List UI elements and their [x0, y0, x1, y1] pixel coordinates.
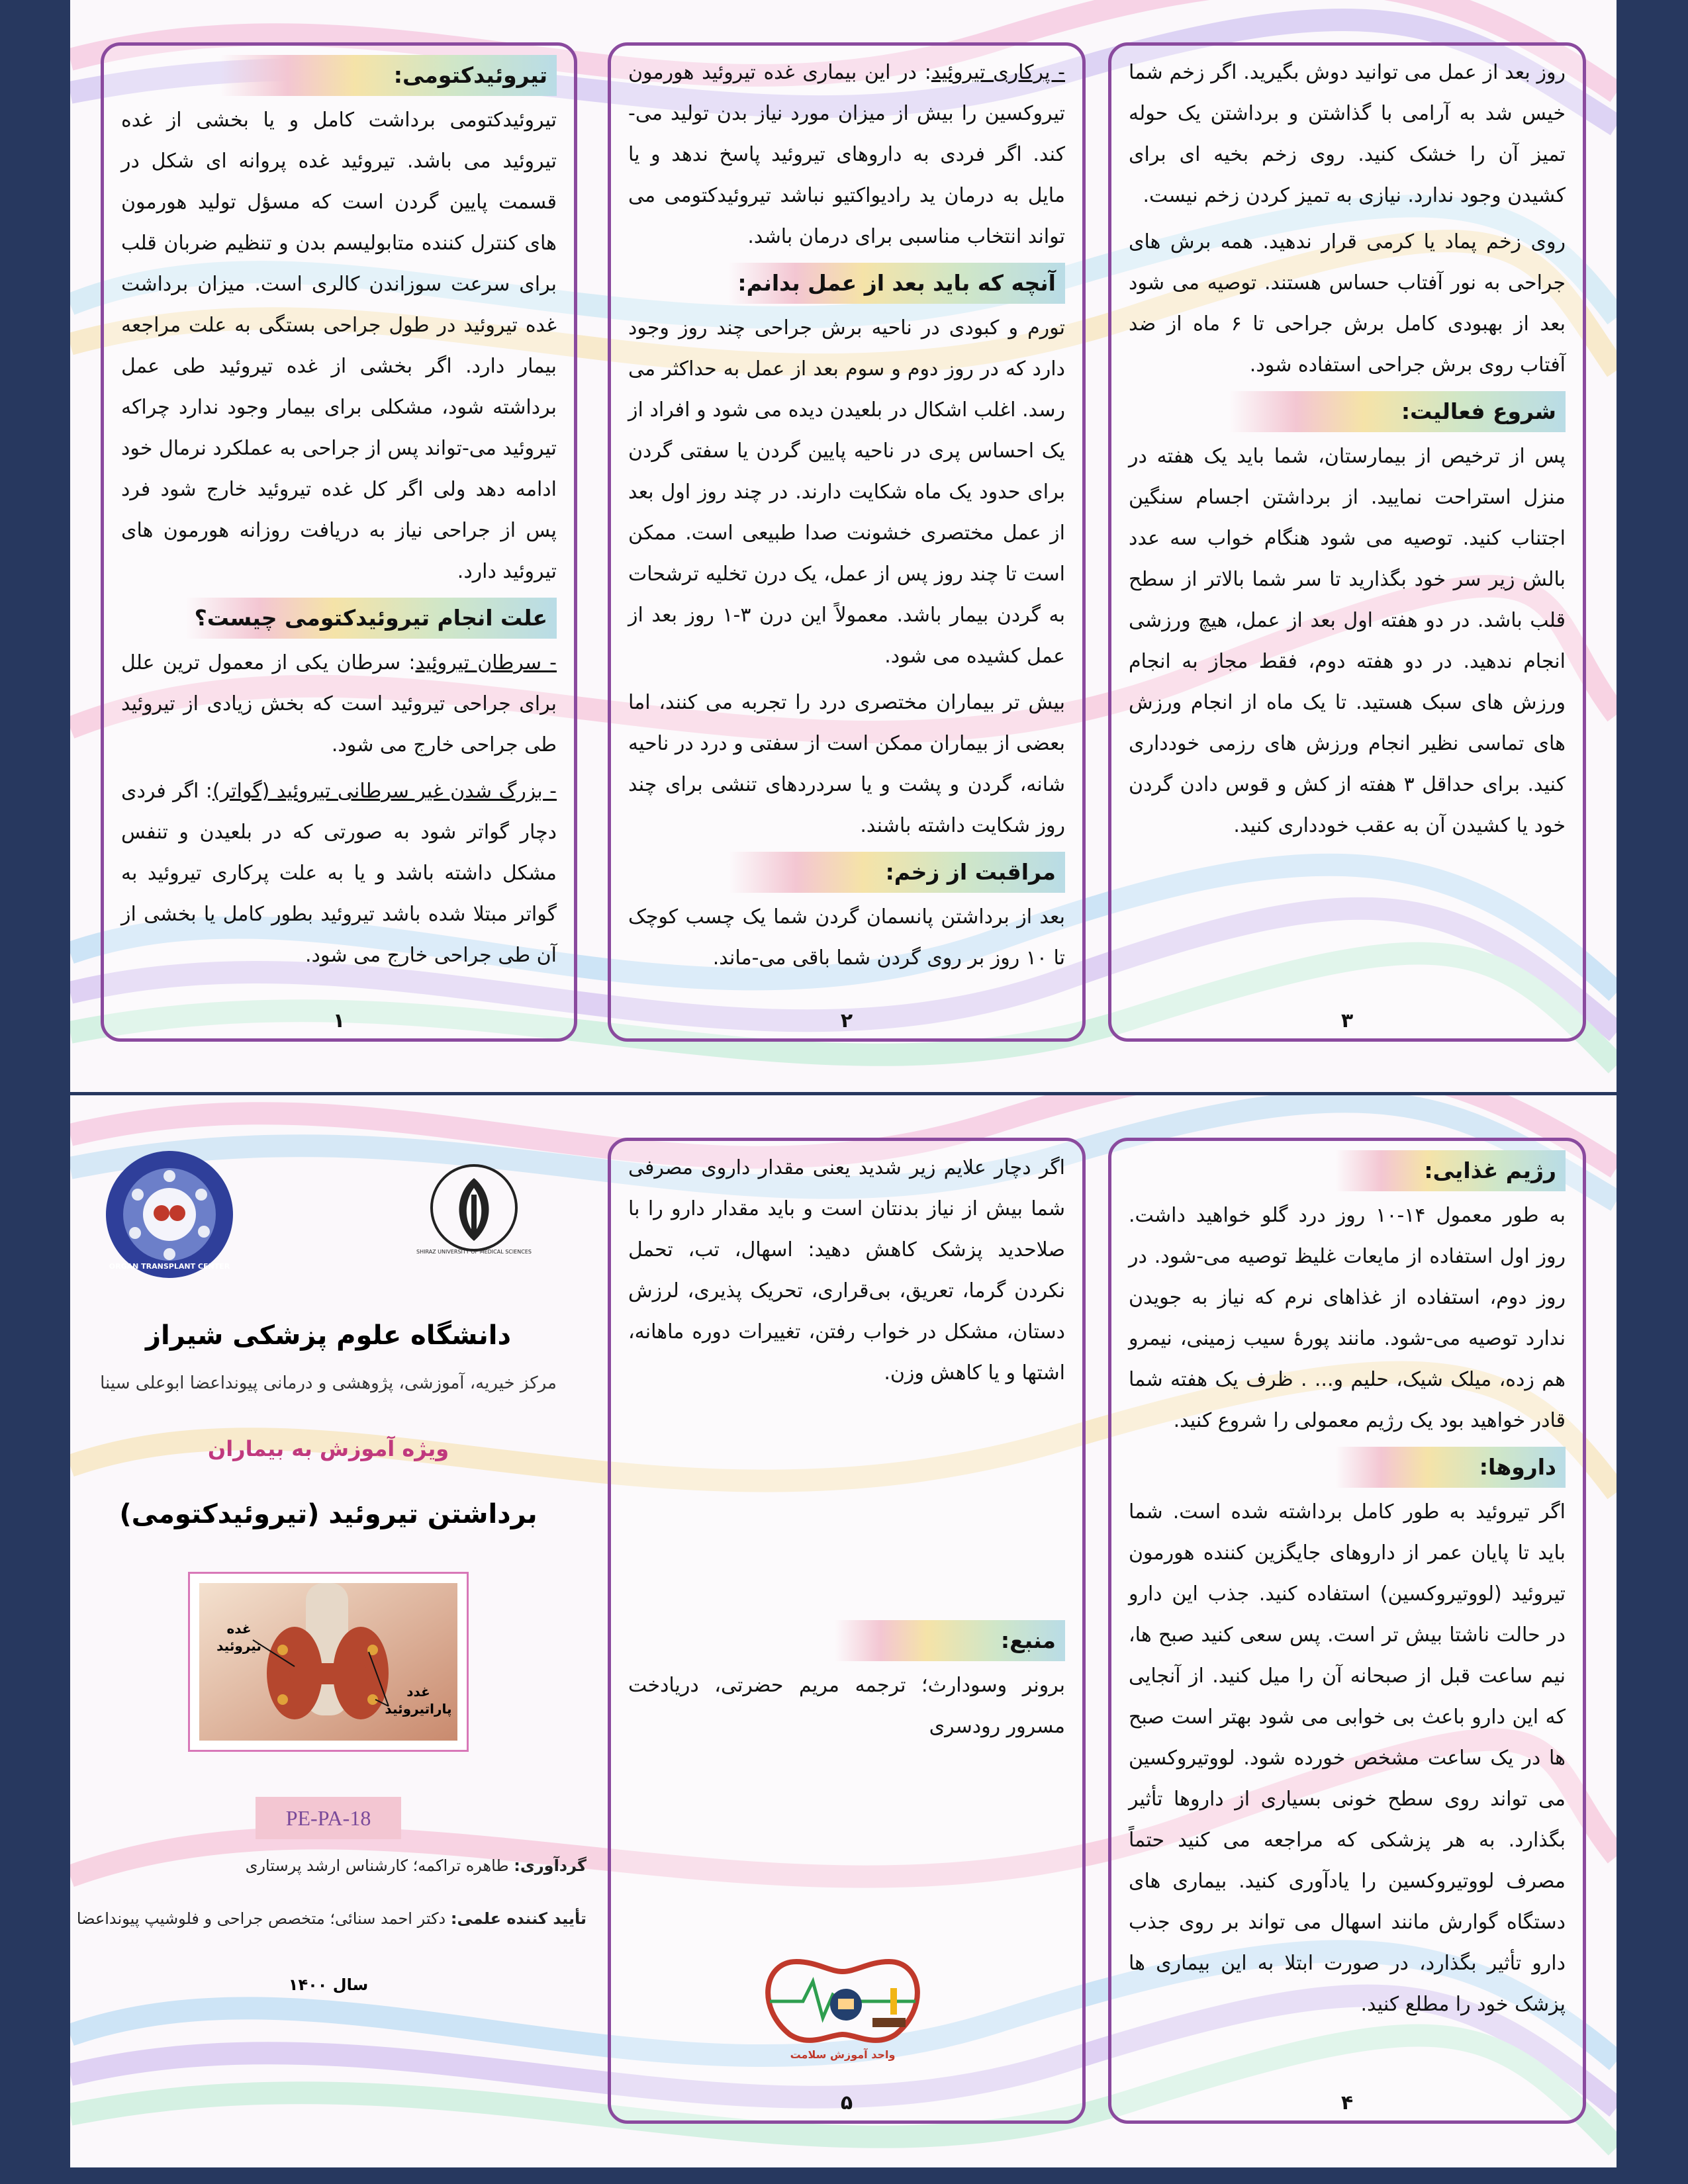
paragraph-thyroidectomy-definition: تیروئیدکتومی برداشت کامل و یا بخشی از غده تیروئید می باشد. تیروئید غده پروانه ای شکل در قسمت پایین گردن است که مسؤل تولید هورمون های کنترل کننده متابولیسم بدن و تنظیم ضربان قلب برای سرعت سوزاندن کالری است. میزان برداشت غده تیروئید در طول جراحی بستگی به علت مراجعه بیمار دارد. اگر بخشی از غده تیروئید طی عمل برداشته شود، مشکلی برای بیمار وجود ندارد چراکه تیروئید می-تواند پس از جراحی به عملکرد نرمال خود ادامه دهد ولی اگر کل غده تیروئید خارج شود فرد پس از جراحی نیاز به دریافت روزانه هورمون های تیروئید دارد. [121, 109, 557, 583]
compiler-line: گردآوری: طاهره تراکمه؛ کارشناس ارشد پرستاری [245, 1856, 586, 1875]
brochure-title: برداشتن تیروئید (تیروئیدکتومی) [119, 1499, 538, 1529]
paragraph-diet: به طور معمول ۱۴-۱۰ روز درد گلو خواهید داشت. روز اول استفاده از مایعات غلیظ توصیه می-شود. در روز دوم، استفاده از غذاهای نرم که نیاز به جویدن ندارد توصیه می-شود. مانند پورهٔ سیب زمینی، نیمرو هم زده، میلک شیک، حلیم و... . ظرف یک هفته شما قادر خواهید بود یک رژیم معمولی را شروع کنید. [1129, 1204, 1566, 1432]
shiraz-university-logo [416, 1161, 532, 1261]
heading-after-surgery: آنچه که باید بعد از عمل بدانم: [628, 263, 1065, 304]
paragraph-overdose-symptoms: اگر دچار علایم زیر شدید یعنی مقدار داروی مصرفی شما بیش از نیاز بدنتان است و باید مقدار دارو را با صلاحدید پزشک کاهش دهید: اسهال، تب، تحمل نکردن گرما، تعریق، بی‌قراری، تحریک پذیری، لرزش دستان، مشکل در خواب رفتن، تغییرات دوره ماهانه، اشتها و یا کاهش وزن. [628, 1156, 1065, 1385]
cover-panel [70, 1095, 586, 2167]
thyroid-gland-label: غده تیروئید [216, 1621, 261, 1654]
paragraph-shower: روز بعد از عمل می توانید دوش بگیرید. اگر زخم شما خیس شد به آرامی با گذاشتن و برداشتن یک حوله تمیز آن را خشک کنید. روی زخم بخیه ای برای کشیدن وجود ندارد. نیازی به تمیز کردن زخم نیست. [1129, 61, 1566, 207]
thyroid-illustration [188, 1572, 469, 1752]
paragraph-thyroid-cancer: - سرطان تیروئید: سرطان یکی از معمول ترین علل برای جراحی تیروئید است که بخش زیادی از تیروئید طی جراحی خارج می شود. [121, 651, 557, 756]
paragraph-source: برونر وسودارث؛ ترجمه مریم حضرتی، دریادخت مسرور رودسری [628, 1674, 1065, 1738]
health-education-unit-logo [743, 1935, 942, 2061]
panel-page-1 [101, 42, 577, 1042]
publication-year: سال ۱۴۰۰ [288, 1976, 369, 1994]
heading-medications: داروها: [1129, 1447, 1566, 1488]
page-number: ۳ [1340, 1009, 1354, 1032]
heading-thyroidectomy: تیروئیدکتومی: [121, 55, 557, 96]
brochure-sheet-top [70, 0, 1617, 1092]
heading-diet: رژیم غذایی: [1129, 1150, 1566, 1191]
panel-page-3 [1108, 42, 1586, 1042]
paragraph-swelling: تورم و کبودی در ناحیه برش جراحی چند روز وجود دارد که در روز دوم و سوم بعد از عمل به حداکثر می رسد. اغلب اشکال در بلعیدن دیده می شود و افراد از یک احساس پری در ناحیه پایین گردن یا سفتی گردن برای حدود یک ماه شکایت دارند. در چند روز اول بعد از عمل مختصری خشونت صدا طبیعی است. ممکن است تا چند روز پس از عمل، یک درن تخلیه ترشحات به گردن بیمار باشد. معمولاً این درن ۳-۱ روز بعد از عمل کشیده می شود. [628, 316, 1065, 668]
logo-caption: ORGAN TRANSPLANT CENTER [109, 1262, 230, 1271]
paragraph-goiter: - بزرگ شدن غیر سرطانی تیروئید (گواتر): اگر فردی دچار گواتر شود به صورتی که در بلعیدن و تنفس مشکل داشته باشد و یا به علت پرکاری تیروئید به گواتر مبتلا شده باشد تیروئید بطور کامل یا بخشی از آن طی جراحی خارج می شود. [121, 780, 557, 967]
organ-transplant-center-logo [103, 1148, 236, 1281]
page-number: ۲ [840, 1009, 853, 1032]
panel-page-4 [1108, 1138, 1586, 2124]
panel-page-5 [608, 1138, 1086, 2124]
page-number: ۵ [840, 2091, 853, 2115]
audience-label: ویژه آموزش به بیماران [207, 1436, 449, 1461]
heading-wound-care: مراقبت از زخم: [628, 852, 1065, 893]
paragraph-dressing: بعد از برداشتن پانسمان گردن شما یک چسب کوچک تا ۱۰ روز بر روی گردن شما باقی می-ماند. [628, 905, 1065, 970]
brochure-sheet-bottom [70, 1095, 1617, 2167]
parathyroid-label: غدد پاراتیروئید [385, 1684, 452, 1717]
document-code: PE-PA-18 [256, 1797, 401, 1839]
university-name: دانشگاه علوم پزشکی شیراز [146, 1320, 511, 1351]
page-number: ۴ [1340, 2091, 1354, 2115]
page-number: ۱ [332, 1009, 346, 1032]
panel-page-2 [608, 42, 1086, 1042]
paragraph-hyperthyroidism: - پرکاری تیروئید: در این بیماری غده تیروئید هورمون تیروکسین را بیش از میزان مورد نیاز بدن تولید می-کند. اگر فردی به داروهای تیروئید پاسخ ندهد و یا مایل به درمان ید رادیواکتیو نباشد تیروئیدکتومی می تواند انتخاب مناسبی برای درمان باشد. [628, 61, 1065, 248]
center-name: مرکز خیریه، آموزشی، پژوهشی و درمانی پیونداعضا ابوعلی سینا [100, 1373, 557, 1393]
paragraph-pain: بیش تر بیماران مختصری درد را تجربه می کنند، اما بعضی از بیماران ممکن است از سفتی و درد در ناحیه شانه، گردن و پشت و یا سردردهای تنشی برای چند روز شکایت داشته باشند. [628, 691, 1065, 837]
paragraph-medications: اگر تیروئید به طور کامل برداشته شده است. شما باید تا پایان عمر از داروهای جایگزین کننده هورمون تیروئید (لووتیروکسین) استفاده کنید. جذب این دارو در حالت ناشتا بیش تر است. پس سعی کنید صبح ها، نیم ساعت قبل از صبحانه آن را میل کنید. از آنجایی که این دارو باعث بی خوابی می شود بهتر است صبح ها در یک ساعت مشخص خورده شود. لووتیروکسین می تواند روی سطح خونی بسیاری از داروها تأثیر بگذارد. به هر پزشکی که مراجعه می کنید حتماً مصرف لووتیروکسین را یادآوری کنید. بیماری های دستگاه گوارش مانند اسهال می تواند بر روی جذب دارو تأثیر بگذارد، در صورت ابتلا به این بیماری ها پزشک خود را مطلع کنید. [1129, 1500, 1566, 2016]
approver-line: تأیید کننده علمی: دکتر احمد سنائی؛ متخصص جراحی و فلوشیپ پیونداعضا [76, 1909, 586, 1928]
heading-source: منبع: [628, 1620, 1065, 1661]
paragraph-activity: پس از ترخیص از بیمارستان، شما باید یک هفته در منزل استراحت نمایید. از برداشتن اجسام سنگین اجتناب کنید. توصیه می شود هنگام خواب سه عدد بالش زیر سر خود بگذارید تا سر شما بالاتر از سطح قلب باشد. در دو هفته اول بعد از عمل، هیچ ورزشی انجام ندهید. در دو هفته دوم، فقط مجاز به انجام ورزش های سبک هستید. تا یک ماه از انجام ورزش های تماسی نظیر انجام ورزش های رزمی خودداری کنید. برای حداقل ۳ هفته از کش و قوس دادن گردن خود یا کشیدن آن به عقب خودداری کنید. [1129, 445, 1566, 837]
spacer [628, 1399, 1065, 1617]
heading-reasons: علت انجام تیروئیدکتومی چیست؟ [121, 598, 557, 639]
heading-activity: شروع فعالیت: [1129, 391, 1566, 432]
university-logo-caption: SHIRAZ UNIVERSITY OF MEDICAL SCIENCES [416, 1249, 532, 1255]
paragraph-sun-protection: روی زخم پماد یا کرمی قرار ندهید. همه برش های جراحی به نور آفتاب حساس هستند. توصیه می شود بعد از بهبودی کامل برش جراحی تا ۶ ماه از ضد آفتاب روی برش جراحی استفاده شود. [1129, 230, 1566, 377]
logo-caption: واحد آموزش سلامت [790, 2048, 896, 2061]
